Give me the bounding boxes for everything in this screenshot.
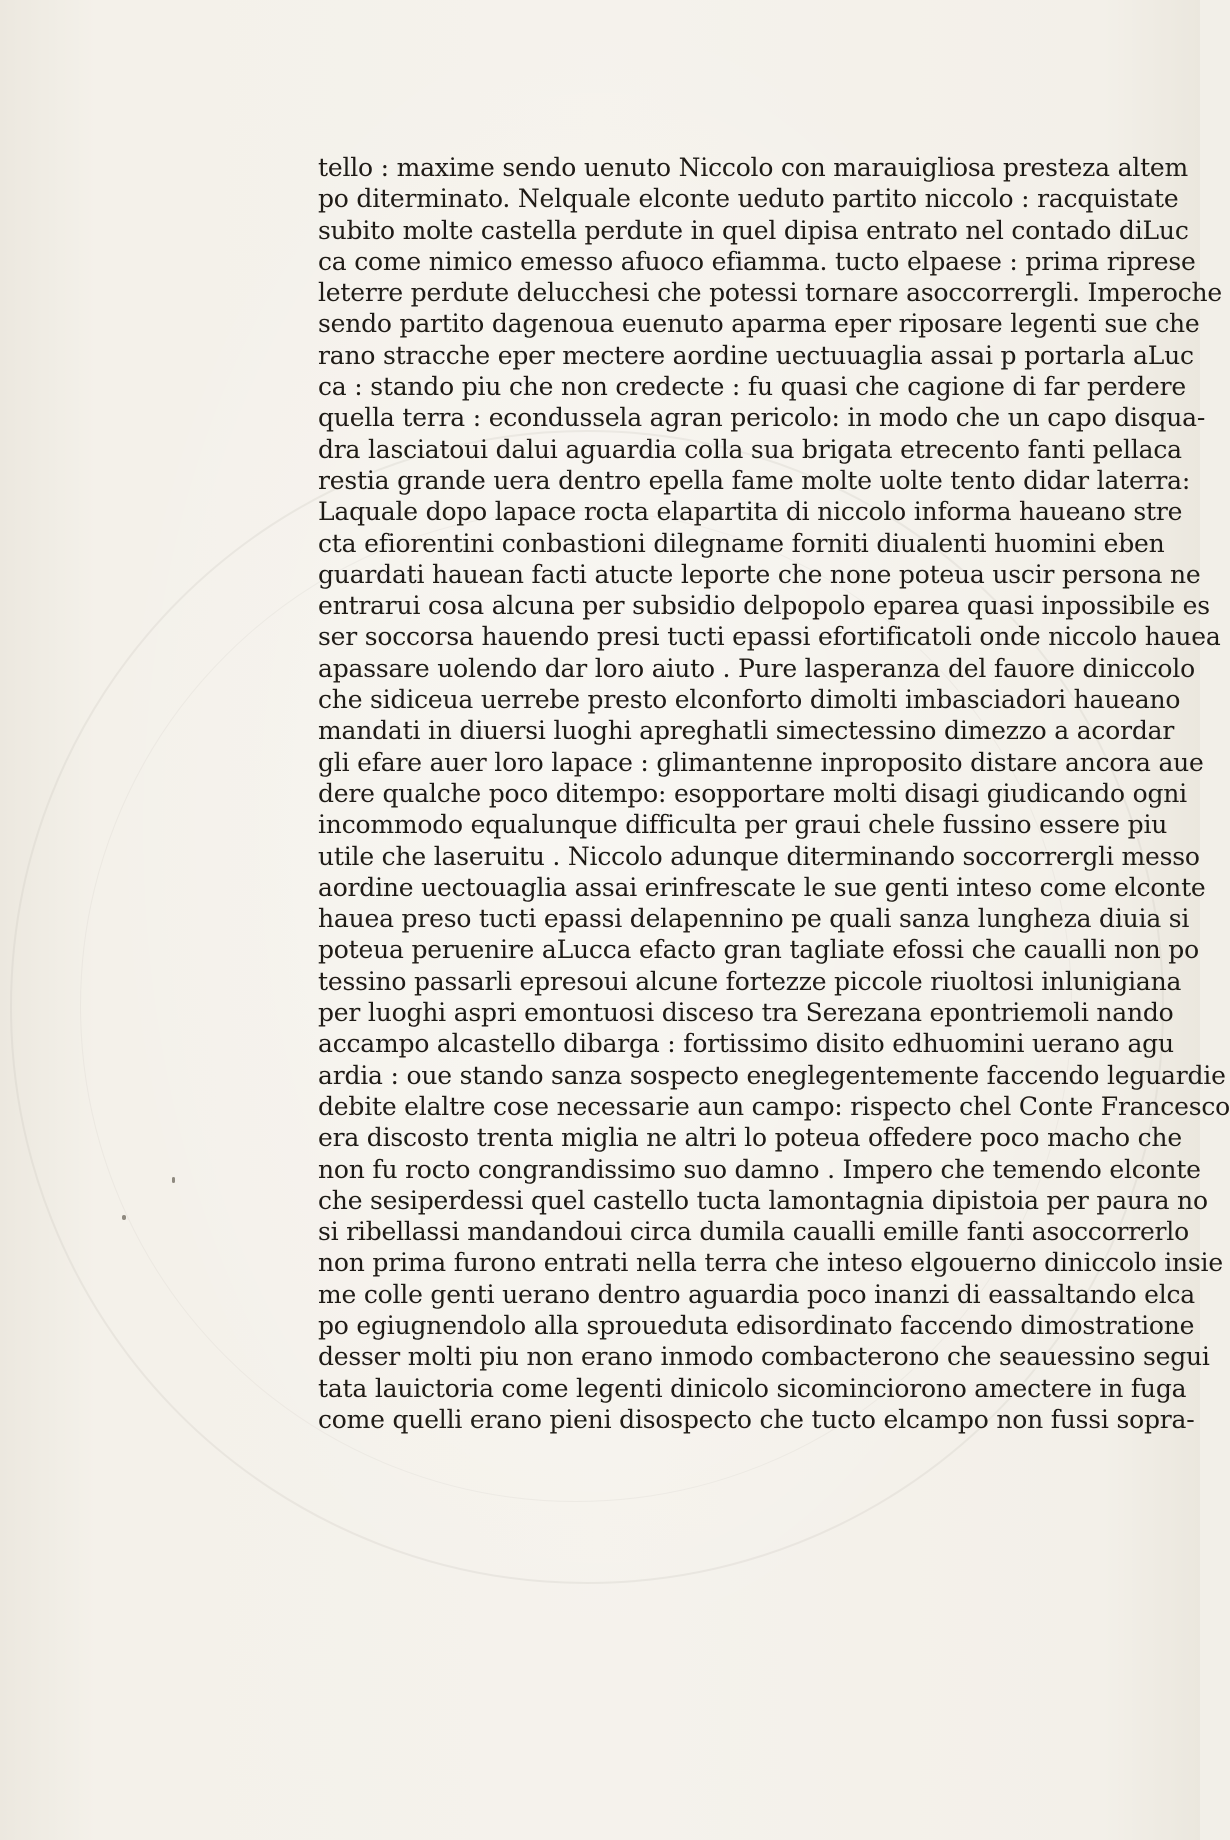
text-line: ardia : oue stando sanza sospecto eneglegentemente faccendo leguardie xyxy=(318,1060,1226,1090)
text-line: utile che laseruitu . Niccolo adunque diterminando soccorrergli messo xyxy=(318,841,1200,871)
text-line: debite elaltre cose necessarie aun campo: rispecto chel Conte Francesco xyxy=(318,1091,1230,1121)
text-line: tessino passarli epresoui alcune fortezze piccole riuoltosi inlunigiana xyxy=(318,966,1182,996)
text-line: quella terra : econdussela agran pericolo: in modo che un capo disqua- xyxy=(318,403,1206,433)
text-line: me colle genti uerano dentro aguardia poco inanzi di eassaltando elca xyxy=(318,1279,1196,1309)
text-line: Laquale dopo lapace rocta elapartita di niccolo informa haueano stre xyxy=(318,497,1183,527)
text-line: gli efare auer loro lapace : glimantenne inproposito distare ancora aue xyxy=(318,747,1204,777)
text-line: non fu rocto congrandissimo suo damno . Impero che temendo elconte xyxy=(318,1154,1201,1184)
text-line: sendo partito dagenoua euenuto aparma eper riposare legenti sue che xyxy=(318,309,1200,339)
text-line: aordine uectouaglia assai erinfrescate le sue genti inteso come elconte xyxy=(318,872,1206,902)
text-line: incommodo equalunque difficulta per graui chele fussino essere piu xyxy=(318,810,1168,840)
text-line: hauea preso tucti epassi delapennino pe quali sanza lungheza diuia si xyxy=(318,904,1190,934)
text-line: rano stracche eper mectere aordine uectuuaglia assai p portarla aLuc xyxy=(318,340,1194,370)
text-block xyxy=(318,152,1230,1435)
text-line: cta efiorentini conbastioni dilegname forniti diualenti huomini eben xyxy=(318,528,1165,558)
text-line: subito molte castella perdute in quel dipisa entrato nel contado diLuc xyxy=(318,215,1189,245)
text-line: che sesiperdessi quel castello tucta lamontagnia dipistoia per paura no xyxy=(318,1185,1208,1215)
text-line: che sidiceua uerrebe presto elconforto dimolti imbasciadori haueano xyxy=(318,685,1181,715)
text-line: non prima furono entrati nella terra che inteso elgouerno diniccolo insie xyxy=(318,1248,1223,1278)
paper-speck xyxy=(172,1177,175,1183)
text-line: si ribellassi mandandoui circa dumila caualli emille fanti asoccorrerlo xyxy=(318,1217,1189,1247)
text-line: dra lasciatoui dalui aguardia colla sua brigata etrecento fanti pellaca xyxy=(318,434,1182,464)
text-line: tello : maxime sendo uenuto Niccolo con marauigliosa presteza altem xyxy=(318,153,1189,182)
text-line: po diterminato. Nelquale elconte ueduto partito niccolo : racquistate xyxy=(318,184,1179,214)
text-line: guardati hauean facti atucte leporte che none poteua uscir persona ne xyxy=(318,559,1201,589)
text-line: po egiugnendolo alla sproueduta edisordinato faccendo dimostratione xyxy=(318,1310,1195,1340)
text-line: era discosto trenta miglia ne altri lo poteua offedere poco macho che xyxy=(318,1123,1182,1153)
text-line: ser soccorsa hauendo presi tucti epassi efortificatoli onde niccolo hauea xyxy=(318,622,1221,652)
text-line: leterre perdute delucchesi che potessi tornare asoccorrergli. Imperoche xyxy=(318,278,1223,308)
text-line: come quelli erano pieni disospecto che tucto elcampo non fussi sopra- xyxy=(318,1404,1195,1434)
text-line: dere qualche poco ditempo: esopportare molti disagi giudicando ogni xyxy=(318,778,1187,808)
text-line: apassare uolendo dar loro aiuto . Pure lasperanza del fauore diniccolo xyxy=(318,653,1195,683)
text-line: restia grande uera dentro epella fame molte uolte tento didar laterra: xyxy=(318,465,1191,495)
text-line: accampo alcastello dibarga : fortissimo disito edhuomini uerano agu xyxy=(318,1029,1174,1059)
paper-speck xyxy=(122,1215,126,1220)
text-line: ca : stando piu che non credecte : fu quasi che cagione di far perdere xyxy=(318,372,1186,402)
text-line: mandati in diuersi luoghi apreghatli simectessino dimezzo a acordar xyxy=(318,716,1175,746)
text-line: poteua peruenire aLucca efacto gran tagliate efossi che caualli non po xyxy=(318,935,1199,965)
text-line: tata lauictoria come legenti dinicolo sicominciorono amectere in fuga xyxy=(318,1373,1187,1403)
text-line: entrarui cosa alcuna per subsidio delpopolo eparea quasi inpossibile es xyxy=(318,591,1210,621)
text-line: desser molti piu non erano inmodo combacterono che seauessino segui xyxy=(318,1342,1210,1372)
text-line: ca come nimico emesso afuoco efiamma. tucto elpaese : prima riprese xyxy=(318,246,1196,276)
text-line: per luoghi aspri emontuosi discesо tra Serezana epontriemoli nando xyxy=(318,998,1174,1028)
